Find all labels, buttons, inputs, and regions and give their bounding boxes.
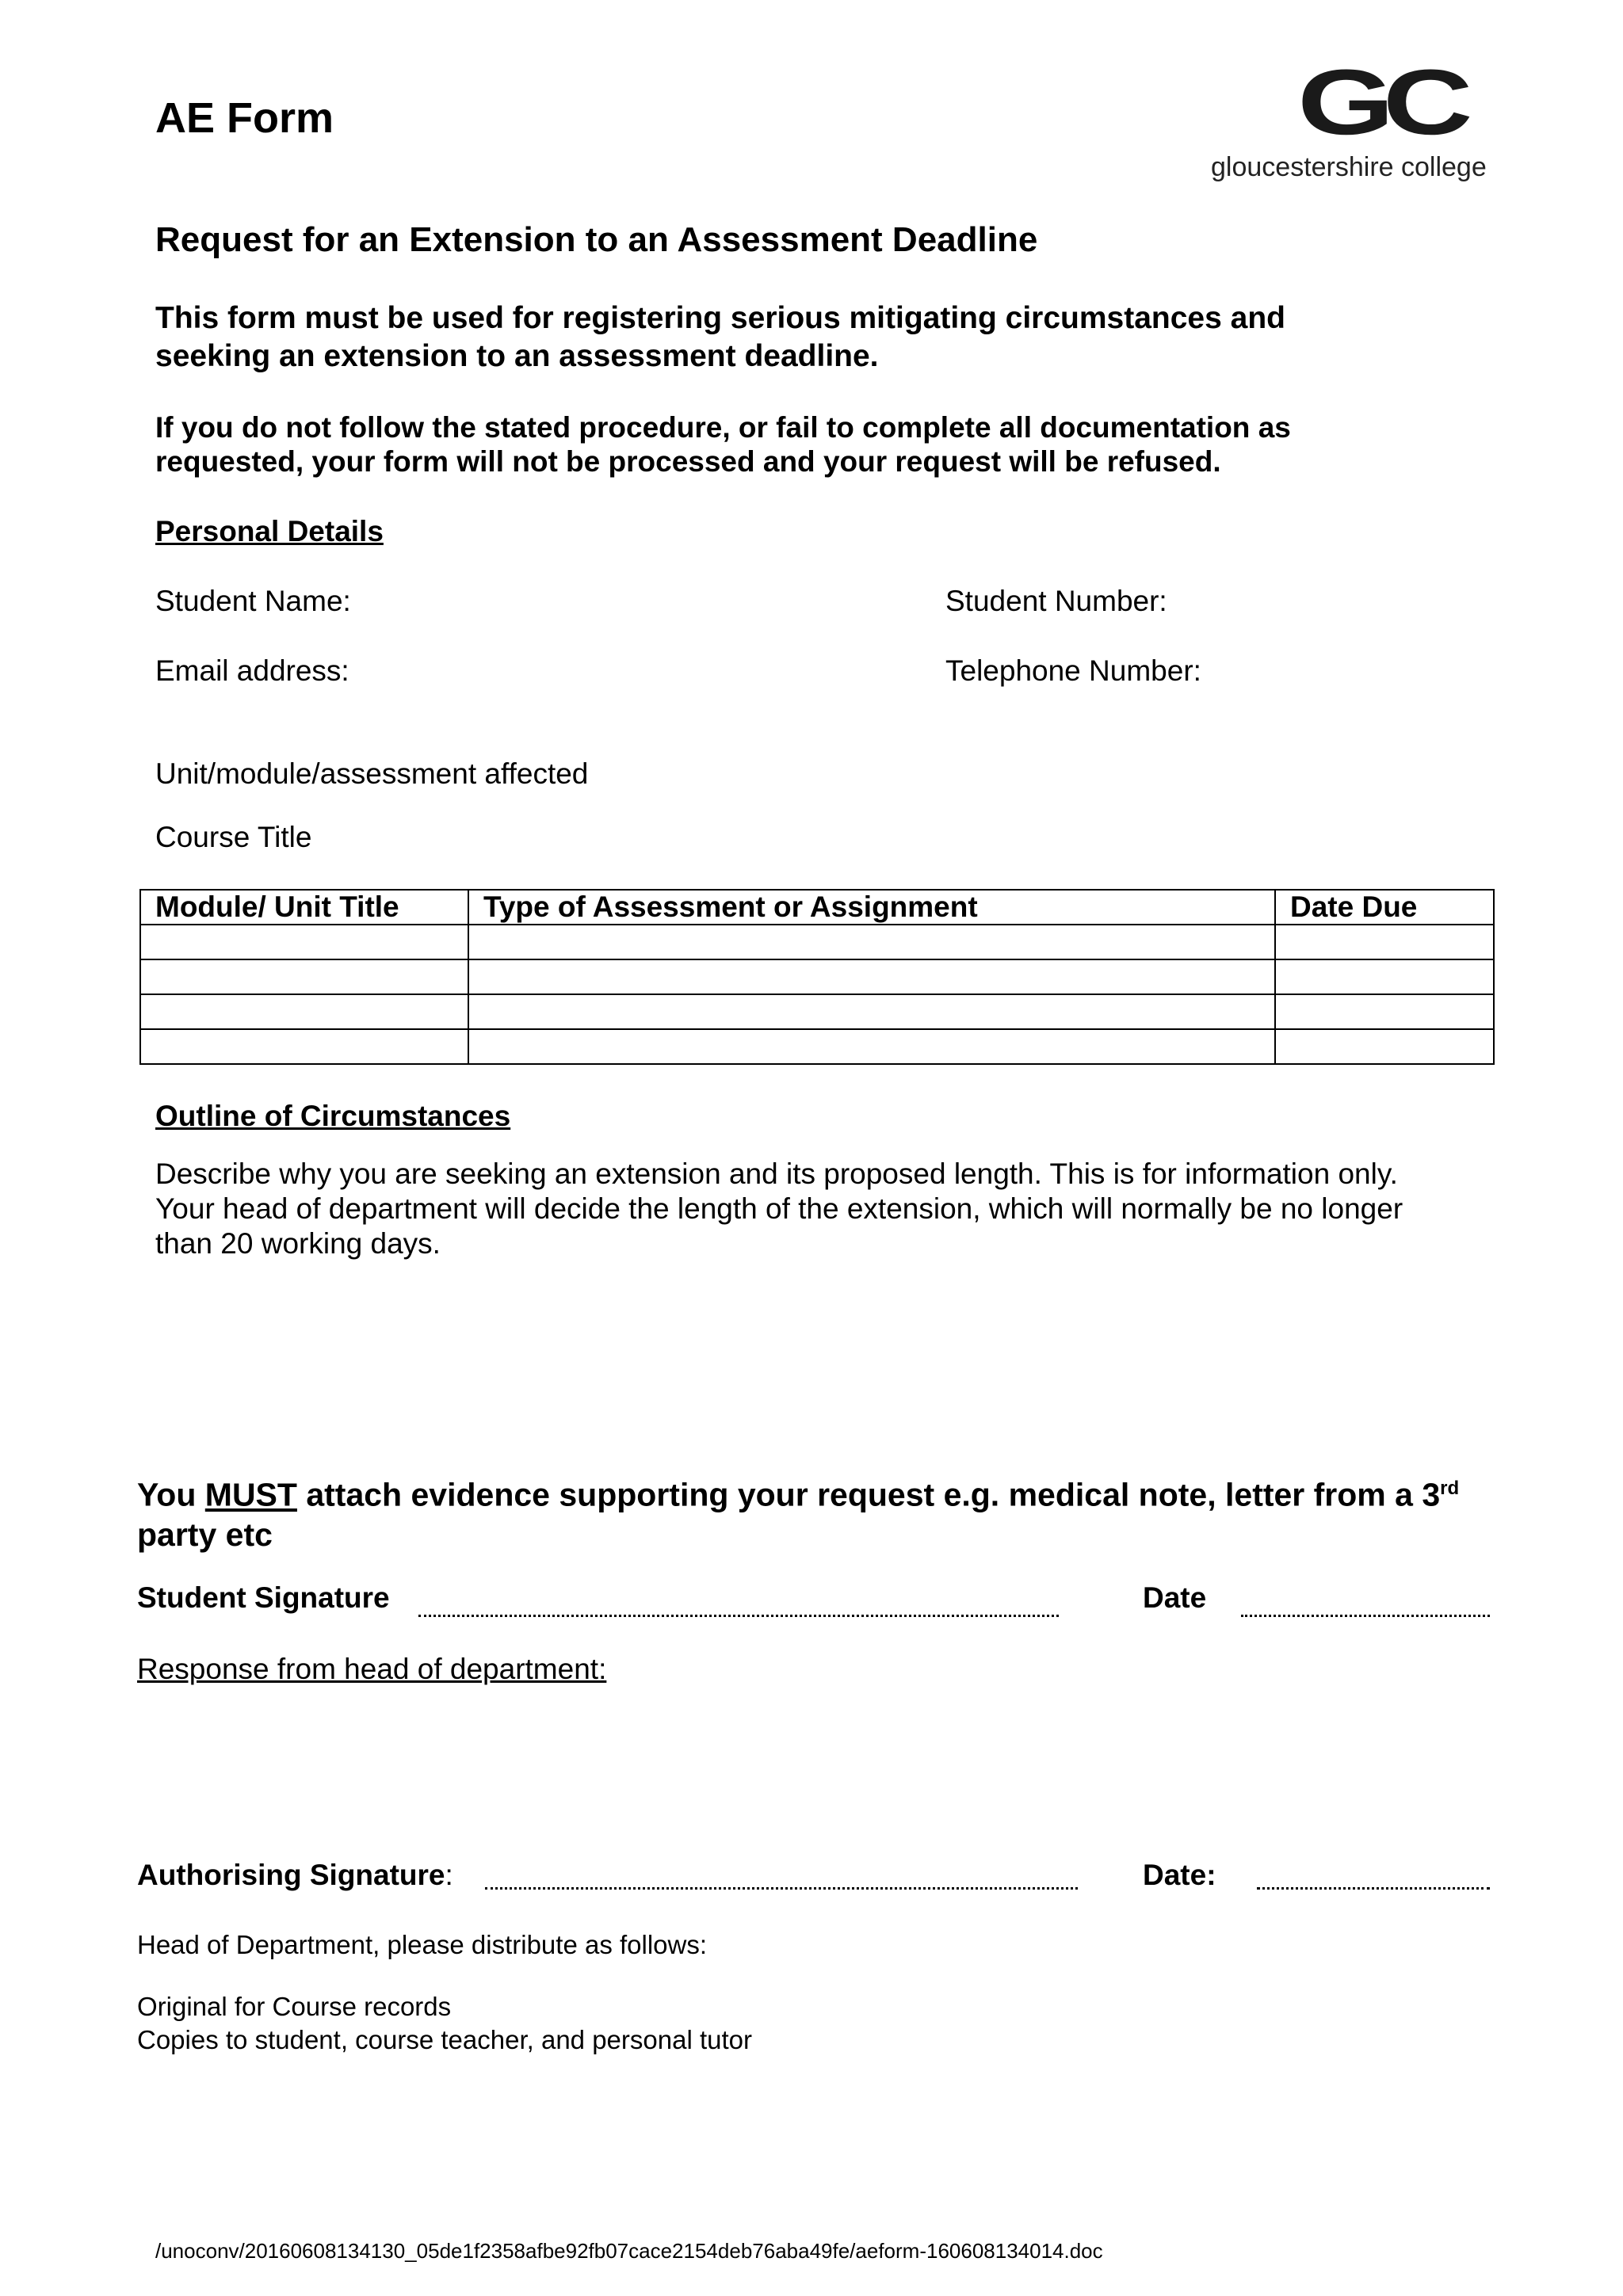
table-cell[interactable] <box>140 925 468 959</box>
table-cell[interactable] <box>1275 994 1494 1029</box>
table-row <box>140 1029 1494 1064</box>
authorising-signature-label: Authorising Signature: <box>137 1859 453 1891</box>
distribution-line-2: Copies to student, course teacher, and personal tutor <box>137 2025 752 2054</box>
distribution-intro: Head of Department, please distribute as follows: <box>137 1930 708 1959</box>
table-cell[interactable] <box>140 959 468 994</box>
header-assessment-type: Type of Assessment or Assignment <box>468 890 1275 925</box>
authorising-date-label: Date: <box>1143 1859 1216 1891</box>
student-name-label: Student Name: <box>155 585 351 617</box>
circumstances-text: Describe why you are seeking an extension and its proposed length. This is for information only. Your head of department will decide the length of the extension, which will normally be no longer than 20 working days. <box>155 1158 1403 1260</box>
table-row <box>140 959 1494 994</box>
table-cell[interactable] <box>140 1029 468 1064</box>
form-title: AE Form <box>155 94 334 142</box>
table-cell[interactable] <box>1275 925 1494 959</box>
warning-text: If you do not follow the stated procedure, or fail to complete all documentation as requested, your form will not be processed and your request will be refused. <box>155 411 1291 478</box>
evidence-notice: You MUST attach evidence supporting your request e.g. medical note, letter from a 3rd party etc <box>137 1476 1460 1553</box>
response-heading: Response from head of department: <box>137 1653 607 1685</box>
intro-text: This form must be used for registering serious mitigating circumstances and seeking an extension to an assessment deadline. <box>155 301 1285 373</box>
unit-affected-label: Unit/module/assessment affected <box>155 757 589 790</box>
header-date-due: Date Due <box>1275 890 1494 925</box>
table-cell[interactable] <box>1275 959 1494 994</box>
table-cell[interactable] <box>468 959 1275 994</box>
table-header-row <box>140 890 1494 925</box>
personal-details-heading: Personal Details <box>155 515 384 547</box>
telephone-label: Telephone Number: <box>945 654 1201 687</box>
student-signature-label: Student Signature <box>137 1581 390 1614</box>
authorising-date-line[interactable] <box>1257 1887 1490 1890</box>
table-cell[interactable] <box>1275 1029 1494 1064</box>
student-date-label: Date <box>1143 1581 1207 1614</box>
table-row <box>140 994 1494 1029</box>
footer-path: /unoconv/20160608134130_05de1f2358afbe92fb07cace2154deb76aba49fe/aeform-160608134014.doc <box>155 2239 1103 2263</box>
assessment-table <box>139 889 1495 1065</box>
header-module-title: Module/ Unit Title <box>140 890 468 925</box>
email-label: Email address: <box>155 654 349 687</box>
course-title-label: Course Title <box>155 821 312 853</box>
distribution-line-1: Original for Course records <box>137 1992 452 2021</box>
request-title: Request for an Extension to an Assessment Deadline <box>155 220 1038 259</box>
authorising-signature-line[interactable] <box>485 1887 1078 1890</box>
circumstances-heading: Outline of Circumstances <box>155 1100 511 1132</box>
table-cell[interactable] <box>468 1029 1275 1064</box>
student-number-label: Student Number: <box>945 585 1167 617</box>
table-row <box>140 925 1494 959</box>
must-emphasis: MUST <box>204 1476 297 1513</box>
table-cell[interactable] <box>468 994 1275 1029</box>
logo-letters: GC <box>1297 59 1461 154</box>
student-date-line[interactable] <box>1241 1615 1490 1617</box>
table-cell[interactable] <box>140 994 468 1029</box>
table-cell[interactable] <box>468 925 1275 959</box>
student-signature-line[interactable] <box>418 1615 1059 1617</box>
logo-wordmark: gloucestershire college <box>1211 152 1487 182</box>
